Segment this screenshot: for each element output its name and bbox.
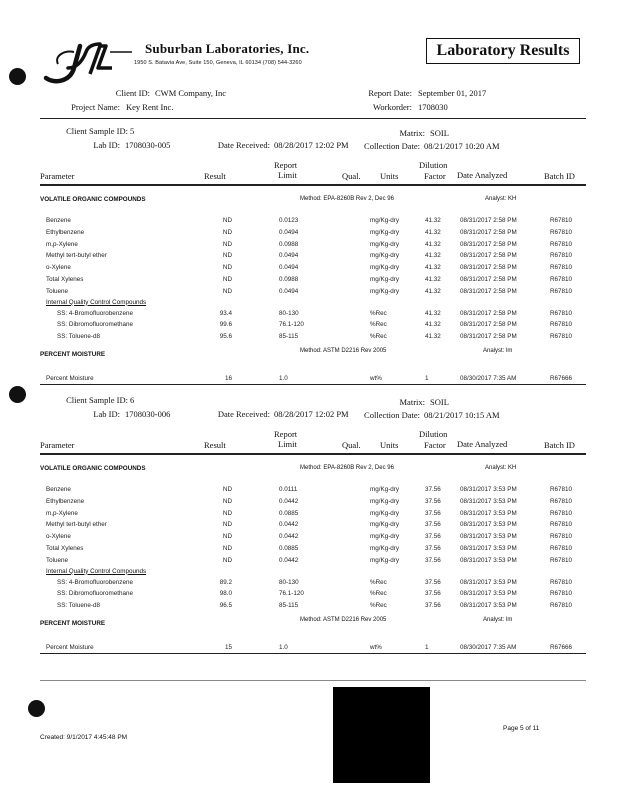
limit-cell: 0.0494 [279, 287, 299, 295]
result-cell: ND [222, 521, 232, 529]
column-header-dilution: Dilution [419, 429, 448, 439]
batch-id-cell: R67810 [550, 602, 573, 610]
section-method-voc: Method: EPA-8260B Rev 2, Dec 96 [300, 465, 394, 471]
dilution-cell: 37.56 [425, 509, 441, 517]
result-cell: ND [222, 276, 232, 283]
limit-cell: 0.0494 [279, 252, 299, 260]
column-header-qual: Qual. [342, 440, 361, 450]
param-cell: SS: Dibromofluoromethane [57, 321, 133, 329]
units-cell: %Rec [370, 602, 387, 610]
units-cell: %Rec [370, 590, 387, 598]
param-cell: Total Xylenes [46, 545, 84, 552]
column-header-report: Report [274, 429, 298, 439]
result-cell: ND [222, 497, 232, 505]
batch-id-cell: R67810 [550, 264, 573, 272]
dilution-cell: 37.56 [425, 545, 441, 552]
batch-id-cell: R67810 [550, 276, 573, 283]
units-cell: mg/Kg-dry [370, 545, 400, 552]
result-cell: ND [222, 533, 232, 541]
binder-hole-middle [9, 386, 26, 403]
param-cell: Percent Moisture [46, 644, 94, 651]
created-timestamp: Created: 9/1/2017 4:45:48 PM [40, 734, 128, 741]
result-cell: ND [222, 252, 232, 260]
param-cell: m,p-Xylene [46, 509, 78, 517]
date-analyzed-cell: 08/30/2017 7:35 AM [460, 375, 517, 382]
dilution-cell: 37.56 [425, 486, 441, 493]
dilution-cell: 37.56 [425, 497, 441, 505]
matrix-label: Matrix: [399, 397, 425, 407]
client-sample-id-label: Client Sample ID: [66, 126, 128, 136]
batch-id-cell: R67666 [550, 375, 573, 382]
result-cell: 96.5 [219, 602, 232, 610]
company-address: 1950 S. Batavia Ave, Suite 150, Geneva, IL 60134 (708) 544-3260 [134, 60, 302, 66]
units-cell: mg/Kg-dry [370, 497, 400, 505]
batch-id-cell: R67810 [550, 521, 573, 529]
limit-cell: 0.0494 [279, 264, 299, 272]
sample-end-rule [40, 384, 586, 385]
redaction-block [333, 687, 430, 783]
result-cell: ND [222, 217, 232, 224]
result-cell: ND [222, 287, 232, 295]
limit-cell: 85-115 [279, 602, 299, 610]
param-cell: Toluene [46, 287, 69, 295]
dilution-cell: 1 [425, 644, 429, 651]
units-cell: mg/Kg-dry [370, 287, 400, 295]
footer-rule [40, 680, 586, 681]
workorder-label: Workorder: [373, 102, 412, 112]
result-cell: ND [222, 509, 232, 517]
section-analyst-moisture: Analyst: lm [483, 348, 513, 354]
param-cell: o-Xylene [46, 264, 71, 272]
limit-cell: 0.0442 [279, 533, 299, 541]
client-id-label: Client ID: [115, 88, 150, 98]
units-cell: %Rec [370, 309, 387, 317]
param-cell: SS: 4-Bromofluorobenzene [57, 578, 133, 586]
matrix-value: SOIL [430, 128, 449, 138]
units-cell: mg/Kg-dry [370, 509, 400, 517]
qc-subsection-title: Internal Quality Control Compounds [46, 298, 147, 306]
limit-cell: 0.0111 [279, 486, 298, 493]
report-date-value: September 01, 2017 [418, 88, 487, 98]
result-cell: 15 [224, 644, 232, 651]
lab-id-label: Lab ID: [93, 140, 120, 150]
limit-cell: 0.0442 [279, 497, 299, 505]
batch-id-cell: R67810 [550, 287, 573, 295]
dilution-cell: 41.32 [425, 333, 441, 341]
date-analyzed-cell: 08/31/2017 2:58 PM [460, 240, 517, 248]
column-header-result: Result [204, 440, 226, 450]
workorder-value: 1708030 [418, 102, 448, 112]
batch-id-cell: R67810 [550, 545, 573, 552]
qc-subsection-title: Internal Quality Control Compounds [46, 567, 147, 575]
param-cell: Toluene [46, 556, 69, 564]
column-header-date-analyzed: Date Analyzed [457, 170, 508, 180]
sample-end-rule [40, 653, 586, 654]
binder-hole-top [9, 68, 26, 85]
dilution-cell: 1 [425, 375, 429, 382]
dilution-cell: 37.56 [425, 533, 441, 541]
date-analyzed-cell: 08/31/2017 3:53 PM [460, 556, 517, 564]
batch-id-cell: R67810 [550, 556, 573, 564]
column-header-batch-id: Batch ID [544, 171, 575, 181]
limit-cell: 1.0 [279, 644, 288, 651]
report-title-box [426, 38, 580, 64]
result-cell: 95.6 [219, 333, 232, 341]
date-analyzed-cell: 08/31/2017 3:53 PM [460, 602, 517, 610]
result-cell: ND [222, 545, 232, 552]
column-header-rule [40, 453, 586, 455]
date-analyzed-cell: 08/31/2017 3:53 PM [460, 590, 517, 598]
collection-date-label: Collection Date: [364, 141, 420, 151]
batch-id-cell: R67810 [550, 217, 573, 224]
column-header-units: Units [380, 171, 399, 181]
date-analyzed-cell: 08/31/2017 3:53 PM [460, 509, 517, 517]
binder-hole-bottom [28, 700, 45, 717]
column-header-units: Units [380, 440, 399, 450]
date-analyzed-cell: 08/31/2017 3:53 PM [460, 533, 517, 541]
batch-id-cell: R67810 [550, 333, 573, 341]
param-cell: Ethylbenzene [46, 228, 85, 236]
header-rule [40, 118, 586, 119]
units-cell: mg/Kg-dry [370, 533, 400, 541]
param-cell: SS: 4-Bromofluorobenzene [57, 309, 133, 317]
units-cell: mg/Kg-dry [370, 276, 400, 283]
batch-id-cell: R67810 [550, 240, 573, 248]
dilution-cell: 41.32 [425, 264, 441, 272]
limit-cell: 76.1-120 [279, 590, 304, 598]
date-analyzed-cell: 08/31/2017 2:58 PM [460, 276, 517, 283]
date-received-label: Date Received: [217, 140, 270, 150]
units-cell: wt% [370, 375, 382, 382]
param-cell: SS: Dibromofluoromethane [57, 590, 133, 598]
date-analyzed-cell: 08/31/2017 3:53 PM [460, 486, 517, 493]
column-header-limit: Limit [278, 170, 297, 180]
collection-date-label: Collection Date: [364, 410, 420, 420]
date-analyzed-cell: 08/31/2017 2:58 PM [460, 264, 517, 272]
column-header-date-analyzed: Date Analyzed [457, 439, 508, 449]
units-cell: %Rec [370, 333, 387, 341]
units-cell: mg/Kg-dry [370, 486, 400, 493]
column-header-limit: Limit [278, 439, 297, 449]
units-cell: mg/Kg-dry [370, 556, 400, 564]
limit-cell: 0.0442 [279, 521, 299, 529]
report-date-label: Report Date: [368, 88, 412, 98]
result-cell: 16 [224, 375, 232, 382]
section-method-moisture: Method: ASTM D2216 Rev 2005 [300, 348, 387, 354]
dilution-cell: 41.32 [425, 240, 441, 248]
limit-cell: 0.0123 [279, 217, 299, 224]
column-header-parameter: Parameter [40, 171, 75, 181]
lab-id-value: 1708030-006 [125, 409, 171, 419]
batch-id-cell: R67810 [550, 309, 573, 317]
dilution-cell: 37.56 [425, 578, 441, 586]
limit-cell: 0.0988 [279, 240, 299, 248]
param-cell: SS: Toluene-d8 [57, 602, 100, 610]
dilution-cell: 37.56 [425, 556, 441, 564]
section-analyst-voc: Analyst: KH [485, 465, 517, 471]
batch-id-cell: R67810 [550, 533, 573, 541]
section-title-voc: VOLATILE ORGANIC COMPOUNDS [40, 465, 146, 472]
date-received-label: Date Received: [217, 409, 270, 419]
client-sample-id-label: Client Sample ID: [66, 395, 128, 405]
limit-cell: 0.0494 [279, 228, 299, 236]
param-cell: Total Xylenes [46, 276, 84, 283]
dilution-cell: 41.32 [425, 309, 441, 317]
section-method-moisture: Method: ASTM D2216 Rev 2005 [300, 617, 387, 623]
client-id-value: CWM Company, Inc [155, 88, 226, 98]
dilution-cell: 41.32 [425, 276, 441, 283]
matrix-label: Matrix: [399, 128, 425, 138]
date-analyzed-cell: 08/31/2017 3:53 PM [460, 545, 517, 552]
date-analyzed-cell: 08/31/2017 2:58 PM [460, 333, 517, 341]
column-header-qual: Qual. [342, 171, 361, 181]
limit-cell: 0.0885 [279, 509, 299, 517]
column-header-rule [40, 184, 586, 186]
param-cell: Benzene [46, 217, 71, 224]
param-cell: o-Xylene [46, 533, 71, 541]
date-analyzed-cell: 08/31/2017 3:53 PM [460, 578, 517, 586]
limit-cell: 85-115 [279, 333, 299, 341]
lab-id-label: Lab ID: [93, 409, 120, 419]
section-title-moisture: PERCENT MOISTURE [40, 351, 106, 358]
section-method-voc: Method: EPA-8260B Rev 2, Dec 96 [300, 196, 394, 202]
section-analyst-voc: Analyst: KH [485, 196, 517, 202]
collection-date-value: 08/21/2017 10:15 AM [424, 410, 500, 420]
client-sample-id-value: 5 [130, 126, 135, 136]
units-cell: mg/Kg-dry [370, 264, 400, 272]
units-cell: wt% [370, 644, 382, 651]
units-cell: %Rec [370, 578, 387, 586]
result-cell: ND [222, 228, 232, 236]
date-analyzed-cell: 08/31/2017 3:53 PM [460, 497, 517, 505]
dilution-cell: 41.32 [425, 217, 441, 224]
dilution-cell: 37.56 [425, 521, 441, 529]
result-cell: ND [222, 264, 232, 272]
dilution-cell: 41.32 [425, 228, 441, 236]
units-cell: mg/Kg-dry [370, 228, 400, 236]
batch-id-cell: R67810 [550, 509, 573, 517]
param-cell: SS: Toluene-d8 [57, 333, 100, 341]
lab-id-value: 1708030-005 [125, 140, 171, 150]
result-cell: 89.2 [219, 578, 232, 586]
project-name-value: Key Rent Inc. [126, 102, 174, 112]
result-cell: 99.6 [219, 321, 232, 329]
limit-cell: 1.0 [279, 375, 288, 382]
param-cell: Methyl tert-butyl ether [46, 521, 107, 529]
batch-id-cell: R67810 [550, 486, 573, 493]
client-sample-id-value: 6 [130, 395, 135, 405]
limit-cell: 76.1-120 [279, 321, 304, 329]
column-header-result: Result [204, 171, 226, 181]
batch-id-cell: R67810 [550, 590, 573, 598]
column-header-factor: Factor [424, 440, 446, 450]
date-received-value: 08/28/2017 12:02 PM [274, 140, 349, 150]
units-cell: %Rec [370, 321, 387, 329]
param-cell: Percent Moisture [46, 375, 94, 382]
units-cell: mg/Kg-dry [370, 521, 400, 529]
company-name: Suburban Laboratories, Inc. [145, 41, 310, 56]
result-cell: 98.0 [219, 590, 232, 598]
company-logo-icon [40, 38, 135, 84]
limit-cell: 80-130 [279, 309, 299, 317]
matrix-value: SOIL [430, 397, 449, 407]
date-analyzed-cell: 08/31/2017 2:58 PM [460, 287, 517, 295]
date-analyzed-cell: 08/31/2017 2:58 PM [460, 228, 517, 236]
section-title-voc: VOLATILE ORGANIC COMPOUNDS [40, 196, 146, 203]
column-header-factor: Factor [424, 171, 446, 181]
date-analyzed-cell: 08/31/2017 3:53 PM [460, 521, 517, 529]
report-title: Laboratory Results [436, 42, 570, 59]
date-analyzed-cell: 08/31/2017 2:58 PM [460, 309, 517, 317]
param-cell: Ethylbenzene [46, 497, 85, 505]
limit-cell: 0.0442 [279, 556, 299, 564]
param-cell: m,p-Xylene [46, 240, 78, 248]
date-analyzed-cell: 08/31/2017 2:58 PM [460, 252, 517, 260]
date-analyzed-cell: 08/31/2017 2:58 PM [460, 217, 517, 224]
limit-cell: 0.0988 [279, 276, 299, 283]
batch-id-cell: R67810 [550, 228, 573, 236]
limit-cell: 80-130 [279, 578, 299, 586]
batch-id-cell: R67810 [550, 321, 573, 329]
units-cell: mg/Kg-dry [370, 252, 400, 260]
date-analyzed-cell: 08/31/2017 2:58 PM [460, 321, 517, 329]
dilution-cell: 37.56 [425, 590, 441, 598]
page-number: Page 5 of 11 [503, 725, 540, 732]
result-cell: ND [222, 486, 232, 493]
dilution-cell: 37.56 [425, 602, 441, 610]
dilution-cell: 41.32 [425, 321, 441, 329]
units-cell: mg/Kg-dry [370, 217, 400, 224]
limit-cell: 0.0885 [279, 545, 299, 552]
param-cell: Benzene [46, 486, 71, 493]
column-header-dilution: Dilution [419, 160, 448, 170]
column-header-parameter: Parameter [40, 440, 75, 450]
units-cell: mg/Kg-dry [370, 240, 400, 248]
batch-id-cell: R67810 [550, 497, 573, 505]
dilution-cell: 41.32 [425, 287, 441, 295]
column-header-batch-id: Batch ID [544, 440, 575, 450]
batch-id-cell: R67810 [550, 252, 573, 260]
result-cell: ND [222, 556, 232, 564]
batch-id-cell: R67666 [550, 644, 573, 651]
param-cell: Methyl tert-butyl ether [46, 252, 107, 260]
date-received-value: 08/28/2017 12:02 PM [274, 409, 349, 419]
collection-date-value: 08/21/2017 10:20 AM [424, 141, 500, 151]
section-title-moisture: PERCENT MOISTURE [40, 620, 106, 627]
result-cell: ND [222, 240, 232, 248]
date-analyzed-cell: 08/30/2017 7:35 AM [460, 644, 517, 651]
column-header-report: Report [274, 160, 298, 170]
dilution-cell: 41.32 [425, 252, 441, 260]
project-name-label: Project Name: [71, 102, 120, 112]
section-analyst-moisture: Analyst: lm [483, 617, 513, 623]
result-cell: 93.4 [219, 309, 232, 317]
batch-id-cell: R67810 [550, 578, 573, 586]
